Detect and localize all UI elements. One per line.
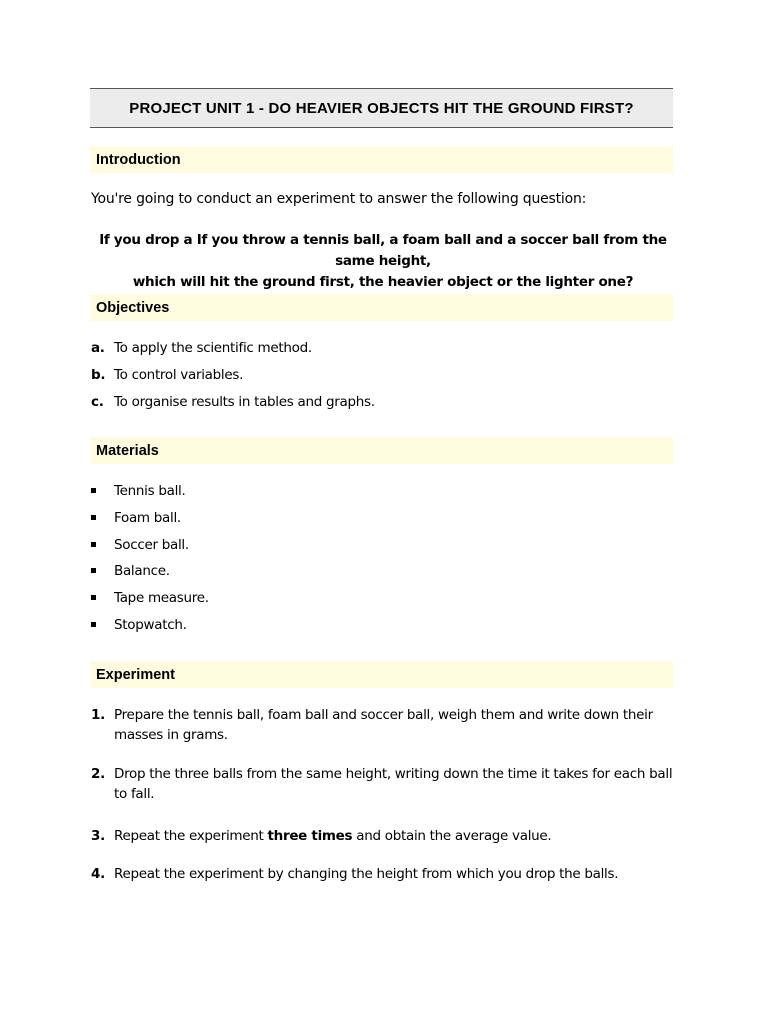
- objective-item: [91, 338, 681, 358]
- introduction-text: You're going to conduct an experiment to answer the following question:: [91, 191, 587, 207]
- list-marker: b.: [91, 367, 106, 383]
- experiment-step-text: [114, 826, 681, 846]
- list-marker: c.: [91, 394, 104, 410]
- objective-item: [91, 392, 681, 412]
- experiment-step-text-end: and obtain the average value.: [352, 828, 552, 844]
- material-item: [91, 561, 681, 581]
- material-text: Tennis ball.: [114, 483, 186, 499]
- material-text: Stopwatch.: [114, 617, 187, 633]
- experiment-step: [91, 826, 681, 846]
- square-bullet-icon: [91, 568, 96, 573]
- list-marker: 4.: [91, 866, 105, 882]
- square-bullet-icon: [91, 622, 96, 627]
- square-bullet-icon: [91, 488, 96, 493]
- section-heading-materials: Materials: [90, 437, 673, 464]
- section-heading-objectives: Objectives: [90, 294, 673, 321]
- document-title: PROJECT UNIT 1 - DO HEAVIER OBJECTS HIT THE GROUND FIRST?: [90, 88, 673, 128]
- material-text: Tape measure.: [114, 590, 209, 606]
- material-item: [91, 615, 681, 635]
- material-item: [91, 588, 681, 608]
- list-marker: 1.: [91, 707, 105, 723]
- square-bullet-icon: [91, 595, 96, 600]
- experiment-step-text: Drop the three balls from the same height, writing down the time it takes for each ball to fall.: [114, 766, 673, 802]
- experiment-step: [91, 705, 681, 745]
- square-bullet-icon: [91, 542, 96, 547]
- objective-text: To organise results in tables and graphs.: [114, 394, 375, 410]
- material-text: Soccer ball.: [114, 537, 189, 553]
- list-marker: 3.: [91, 828, 105, 844]
- research-question: [90, 230, 676, 293]
- section-heading-introduction: Introduction: [90, 146, 673, 173]
- objective-item: [91, 365, 681, 385]
- material-text: Balance.: [114, 563, 170, 579]
- list-marker: 2.: [91, 766, 105, 782]
- emphasis-text: three times: [267, 828, 353, 844]
- experiment-step: [91, 864, 681, 884]
- objective-text: To apply the scientific method.: [114, 340, 312, 356]
- experiment-step-text: Prepare the tennis ball, foam ball and soccer ball, weigh them and write down their masses in grams.: [114, 707, 653, 743]
- material-item: [91, 508, 681, 528]
- material-item: [91, 535, 681, 555]
- section-heading-experiment: Experiment: [90, 661, 673, 688]
- research-question-line-2: which will hit the ground first, the heavier object or the lighter one?: [132, 274, 634, 290]
- experiment-step-text-start: Repeat the experiment: [114, 828, 268, 844]
- research-question-line-1: If you drop a If you throw a tennis ball, a foam ball and a soccer ball from the same height,: [99, 232, 667, 269]
- experiment-step-text: Repeat the experiment by changing the height from which you drop the balls.: [114, 866, 619, 882]
- objective-text: To control variables.: [114, 367, 244, 383]
- experiment-step: [91, 764, 681, 804]
- square-bullet-icon: [91, 515, 96, 520]
- material-text: Foam ball.: [114, 510, 181, 526]
- list-marker: a.: [91, 340, 105, 356]
- material-item: [91, 481, 681, 501]
